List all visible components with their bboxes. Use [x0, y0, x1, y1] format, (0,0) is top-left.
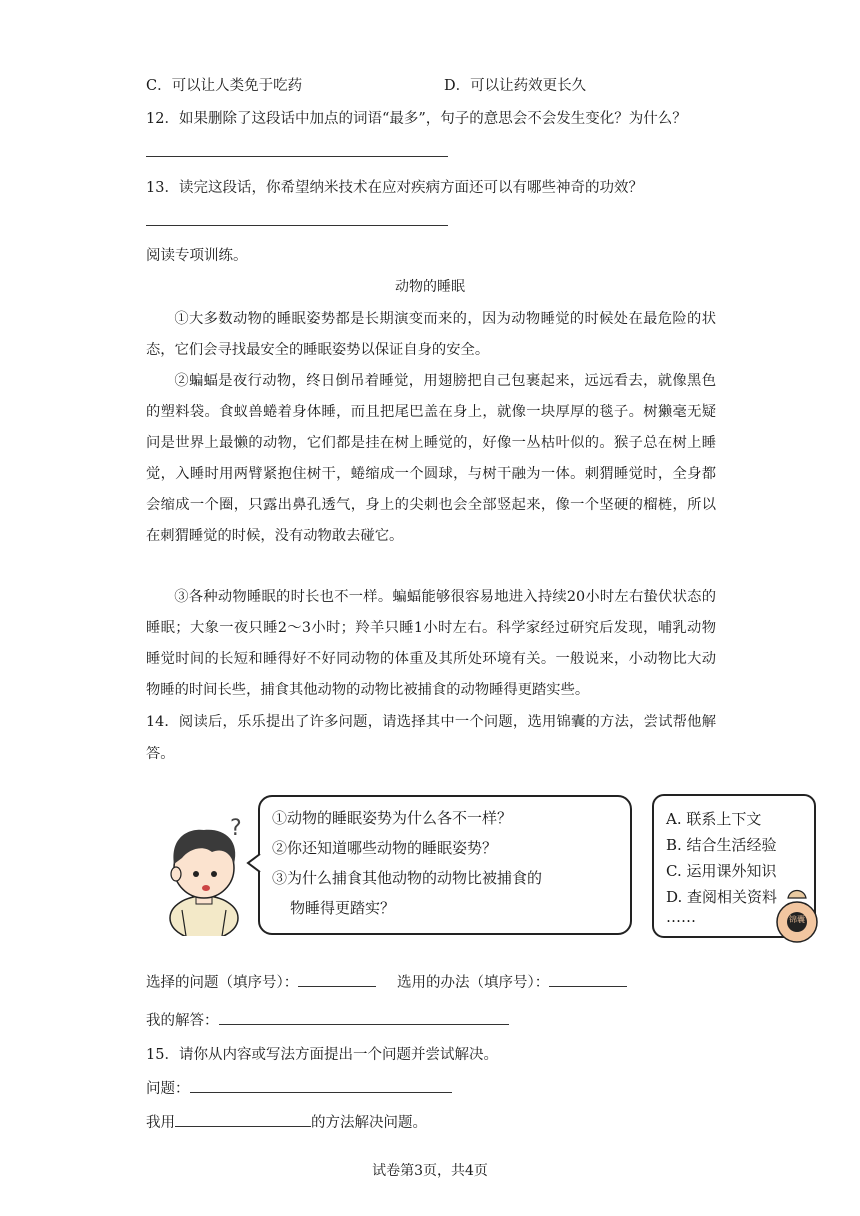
q12-prompt: 12．如果删除了这段话中加点的词语“最多”，句子的意思会不会发生变化？为什么？: [146, 111, 687, 127]
article-paragraph-3: [146, 582, 716, 706]
article-paragraph-2: [146, 366, 716, 552]
q14-prompt: 14．阅读后，乐乐提出了许多问题，请选择其中一个问题，选用锦囊的方法，尝试帮他解答。: [146, 714, 716, 762]
method-c: C. 运用课外知识: [666, 862, 777, 880]
bubble-question-2: ②你还知道哪些动物的睡眠姿势？: [272, 839, 498, 857]
answer-label: 我的解答：: [146, 1013, 219, 1029]
q13-answer-line[interactable]: [146, 225, 448, 226]
answer-blank[interactable]: [219, 1010, 509, 1026]
method-a: A. 联系上下文: [666, 810, 762, 828]
article-paragraph-1: [146, 304, 716, 366]
page-footer: 试卷第3页，共4页: [372, 1163, 488, 1179]
method-d: D. 查阅相关资料: [666, 888, 778, 906]
bubble-tail-icon: [246, 852, 262, 874]
q12-answer-line[interactable]: [146, 156, 448, 157]
lucky-bag-label: 锦囊: [789, 915, 805, 924]
article-title: 动物的睡眠: [395, 279, 465, 295]
lucky-bag-icon: [774, 886, 820, 944]
q15-method-suffix: 的方法解决问题。: [311, 1115, 427, 1131]
choose-question-label: 选择的问题（填序号）：: [146, 975, 299, 991]
q14-choose-method-row: [397, 971, 627, 992]
q15-method-prefix: 我用: [146, 1115, 175, 1131]
q11-option-d: D．可以让药效更长久: [444, 78, 587, 94]
section-heading: 阅读专项训练。: [146, 248, 248, 264]
q15-prompt: 15．请你从内容或写法方面提出一个问题并尝试解决。: [146, 1047, 498, 1063]
article-paragraph-3-text: ③各种动物睡眠的时长也不一样。蝙蝠能够很容易地进入持续20小时左右蛰伏状态的睡眠；大象一夜只睡2～3小时；羚羊只睡1小时左右。科学家经过研究后发现，哺乳动物睡觉时间的长短和睡得好不好同动物的体重及其所处环境有关。一般说来，小动物比大动物睡的时间长些，捕食其他动物的动物比被捕食的动物睡得更踏实些。: [146, 589, 716, 698]
q13-prompt: 13．读完这段话，你希望纳米技术在应对疾病方面还可以有哪些神奇的功效？: [146, 180, 643, 196]
q15-method-row: [146, 1111, 427, 1132]
q14-answer-row: [146, 1009, 509, 1030]
boy-thinking-icon: [160, 818, 260, 936]
method-more: ……: [666, 908, 696, 926]
q11-option-c: C．可以让人类免于吃药: [146, 78, 303, 94]
q15-method-blank[interactable]: [175, 1112, 311, 1128]
bubble-question-1: ①动物的睡眠姿势为什么各不一样？: [272, 809, 513, 827]
article-paragraph-1-text: ①大多数动物的睡眠姿势都是长期演变而来的，因为动物睡觉的时候处在最危险的状态，它们会寻找最安全的睡眠姿势以保证自身的安全。: [146, 311, 716, 358]
q15-question-label: 问题：: [146, 1081, 190, 1097]
choose-question-blank[interactable]: [298, 972, 376, 988]
bubble-question-3: ③为什么捕食其他动物的动物比被捕食的: [272, 869, 543, 887]
q15-question-row: [146, 1077, 452, 1098]
choose-method-blank[interactable]: [549, 972, 627, 988]
article-paragraph-2-text: ②蝙蝠是夜行动物，终日倒吊着睡觉，用翅膀把自己包裹起来，远远看去，就像黑色的塑料袋。食蚁兽蜷着身体睡，而且把尾巴盖在身上，就像一块厚厚的毯子。树獭毫无疑问是世界上最懒的动物，它们都是挂在树上睡觉的，好像一丛枯叶似的。猴子总在树上睡觉，入睡时用两臂紧抱住树干，蜷缩成一个圆球，与树干融为一体。刺猬睡觉时，全身都会缩成一个圈，只露出鼻孔透气，身上的尖刺也会全部竖起来，像一个坚硬的榴梿，所以在刺猬睡觉的时候，没有动物敢去碰它。: [146, 373, 716, 544]
bubble-question-3-cont: 物睡得更踏实？: [290, 899, 396, 917]
q14-choose-question-row: [146, 971, 376, 992]
q15-question-blank[interactable]: [190, 1078, 452, 1094]
q14-illustration: [160, 790, 820, 948]
question-bubble: [258, 795, 632, 935]
choose-method-label: 选用的办法（填序号）：: [397, 975, 550, 991]
question-mark-icon: ?: [230, 816, 242, 841]
method-b: B. 结合生活经验: [666, 836, 777, 854]
